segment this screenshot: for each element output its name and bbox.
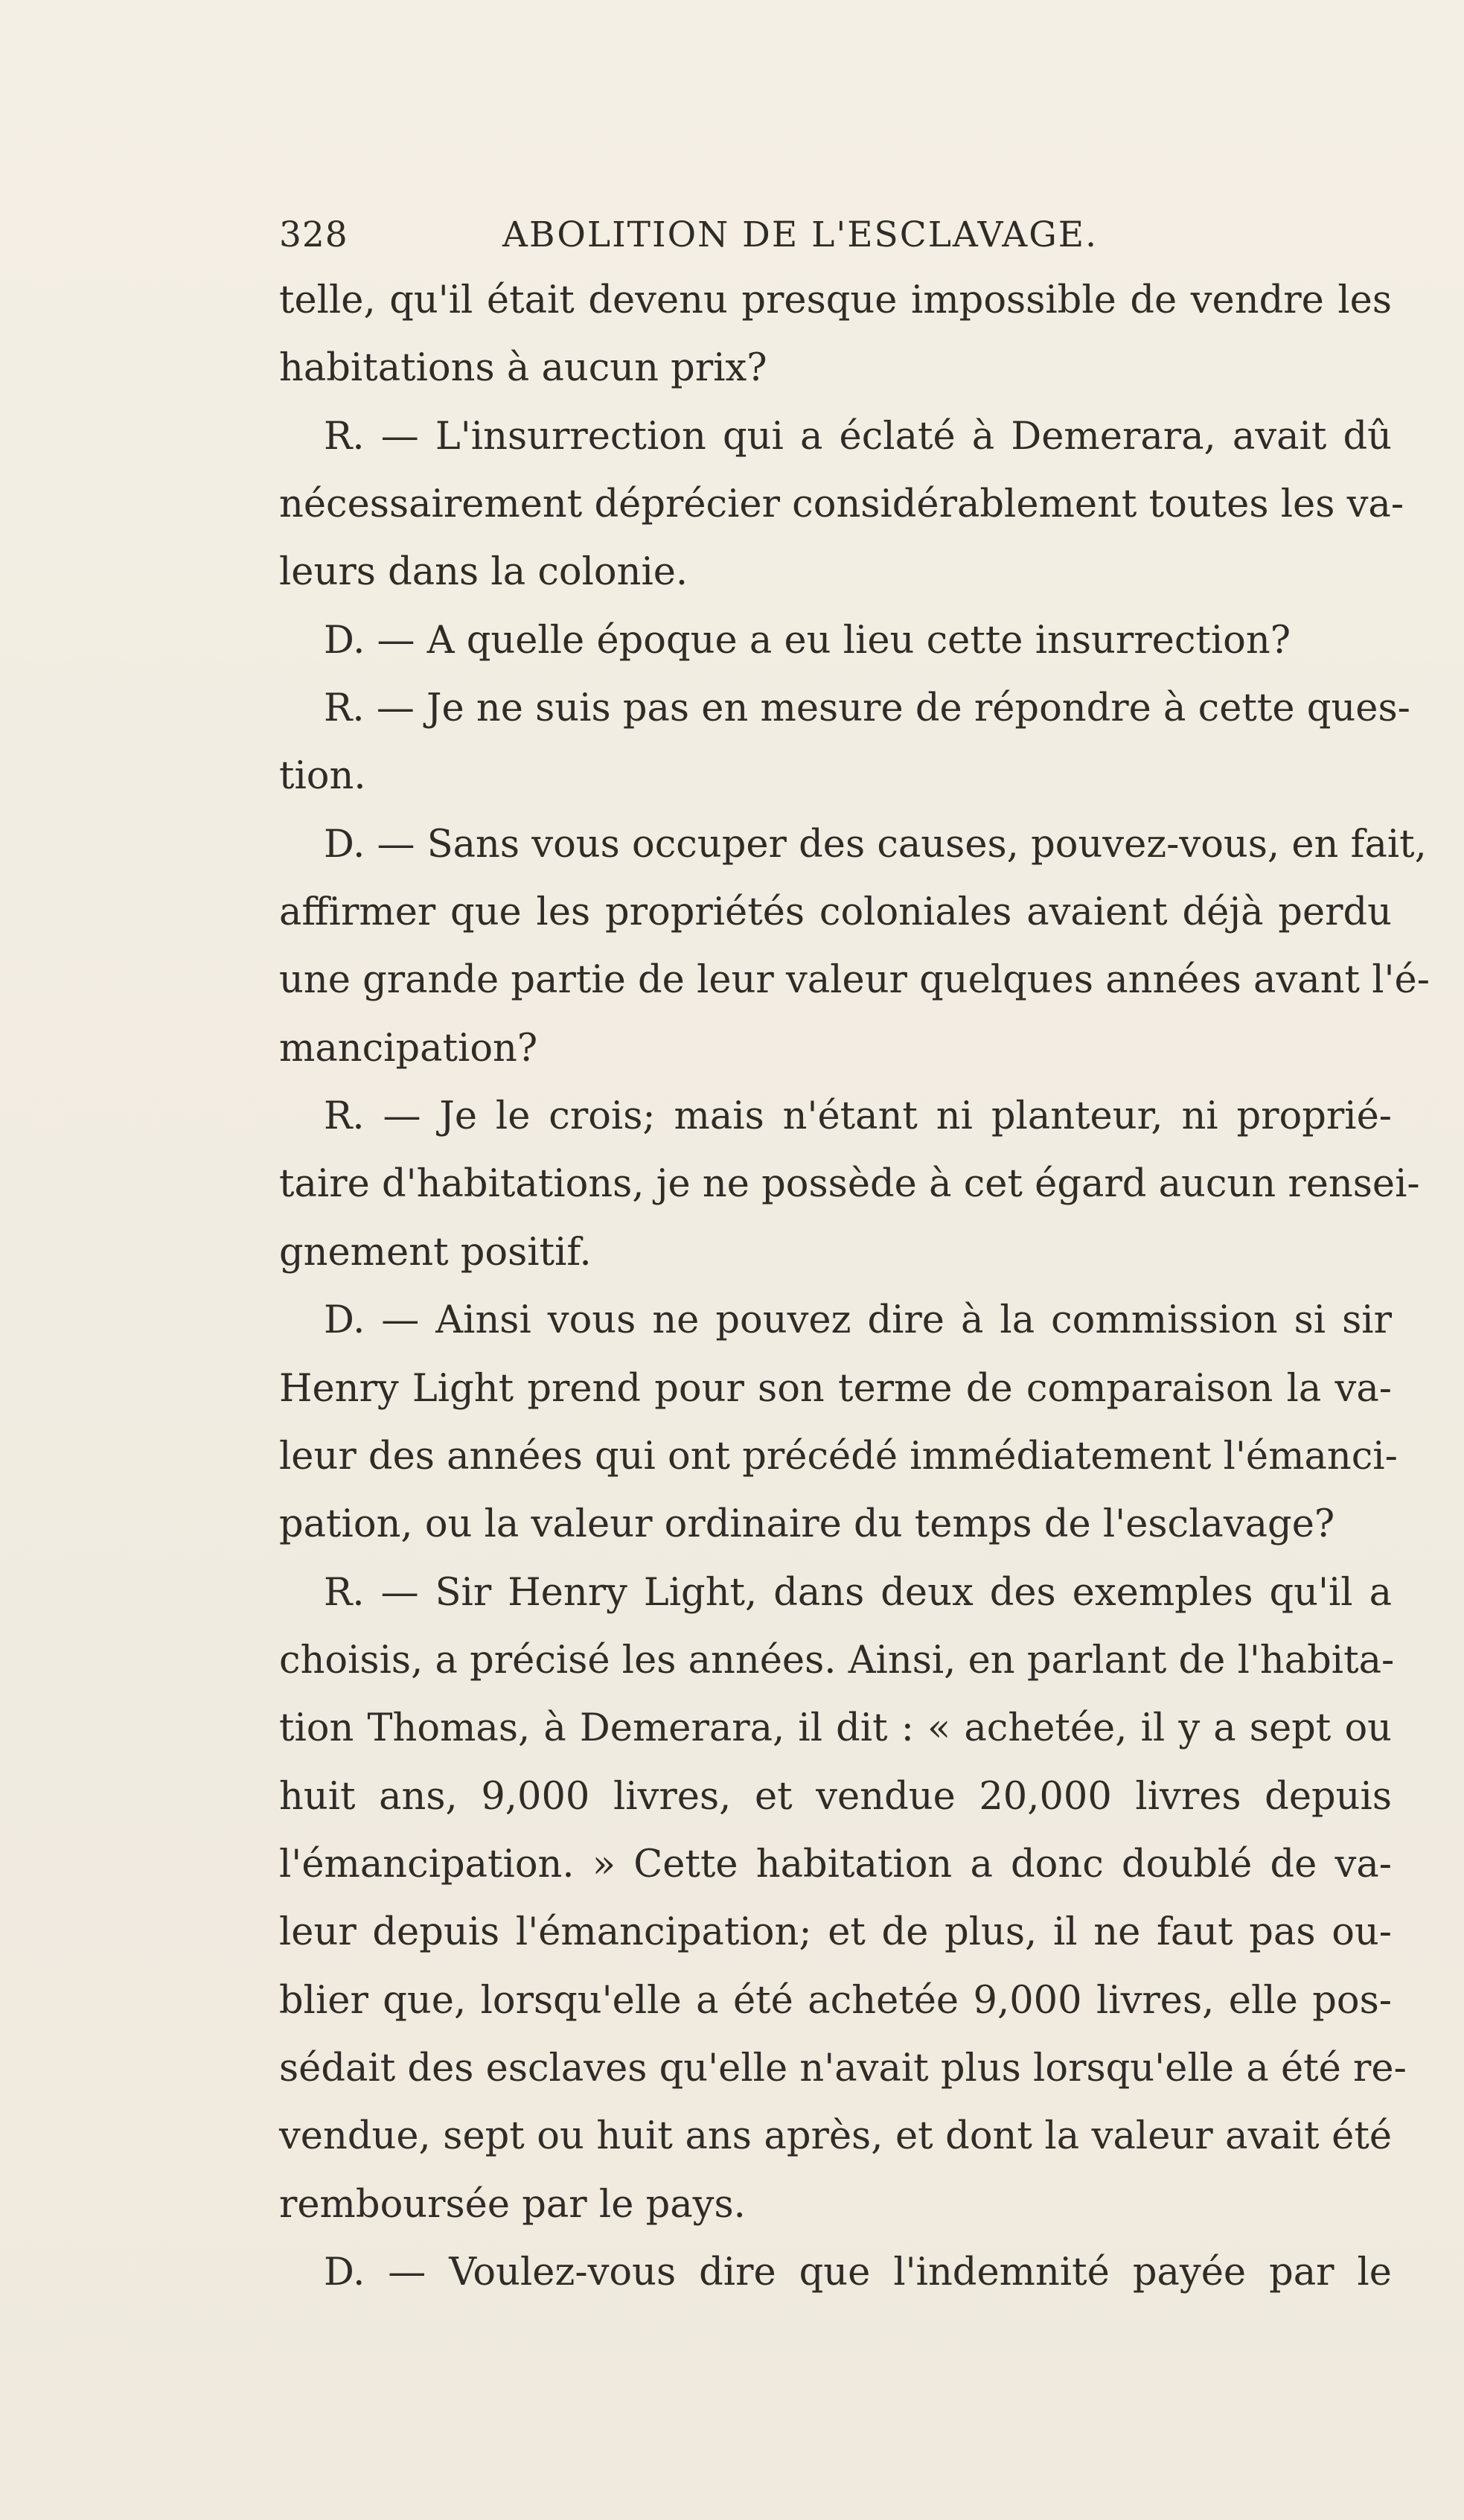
page-number: 328 <box>279 214 348 255</box>
text-line: remboursée par le pays. <box>279 2182 746 2227</box>
text-line: D. — A quelle époque a eu lieu cette insurrection? <box>324 618 1291 663</box>
text-line: Henry Light prend pour son terme de comparaison la va- <box>279 1366 1392 1411</box>
text-line: pation, ou la valeur ordinaire du temps de l'esclavage? <box>279 1502 1335 1547</box>
text-line: R. — L'insurrection qui a éclaté à Demerara, avait dû <box>324 414 1392 459</box>
text-line: affirmer que les propriétés coloniales avaient déjà perdu <box>279 890 1392 935</box>
text-line: choisis, a précisé les années. Ainsi, en parlant de l'habita- <box>279 1638 1395 1682</box>
text-line: leur des années qui ont précédé immédiatement l'émanci- <box>279 1434 1398 1478</box>
text-line: nécessairement déprécier considérablement toutes les va- <box>279 482 1404 527</box>
text-line: mancipation? <box>279 1026 538 1071</box>
text-line: taire d'habitations, je ne possède à cet égard aucun rensei- <box>279 1162 1420 1207</box>
text-line: D. — Voulez-vous dire que l'indemnité payée par le <box>324 2250 1392 2294</box>
text-line: habitations à aucun prix? <box>279 346 767 391</box>
text-line: vendue, sept ou huit ans après, et dont la valeur avait été <box>279 2114 1392 2159</box>
text-line: blier que, lorsqu'elle a été achetée 9,000 livres, elle pos- <box>279 1978 1392 2023</box>
text-line: gnement positif. <box>279 1230 592 1275</box>
text-line: R. — Je le crois; mais n'étant ni planteur, ni proprié- <box>324 1094 1392 1139</box>
text-line: tion. <box>279 754 366 799</box>
text-line: D. — Ainsi vous ne pouvez dire à la commission si sir <box>324 1298 1392 1343</box>
text-line: leur depuis l'émancipation; et de plus, il ne faut pas ou- <box>279 1910 1392 1955</box>
text-line: une grande partie de leur valeur quelques années avant l'é- <box>279 958 1430 1003</box>
text-line: R. — Je ne suis pas en mesure de répondre à cette ques- <box>324 686 1410 731</box>
text-line: l'émancipation. » Cette habitation a donc doublé de va- <box>279 1842 1392 1886</box>
text-line: huit ans, 9,000 livres, et vendue 20,000 livres depuis <box>279 1774 1392 1819</box>
text-line: R. — Sir Henry Light, dans deux des exemples qu'il a <box>324 1570 1392 1615</box>
text-line: D. — Sans vous occuper des causes, pouvez-vous, en fait, <box>324 822 1427 867</box>
text-line: sédait des esclaves qu'elle n'avait plus lorsqu'elle a été re- <box>279 2046 1407 2090</box>
page-header <box>279 201 1396 261</box>
text-line: leurs dans la colonie. <box>279 550 688 595</box>
text-line: telle, qu'il était devenu presque impossible de vendre les <box>279 278 1392 322</box>
body-text <box>279 267 1430 2306</box>
running-title: ABOLITION DE L'ESCLAVAGE. <box>502 214 1099 255</box>
text-line: tion Thomas, à Demerara, il dit : « achetée, il y a sept ou <box>279 1706 1392 1751</box>
